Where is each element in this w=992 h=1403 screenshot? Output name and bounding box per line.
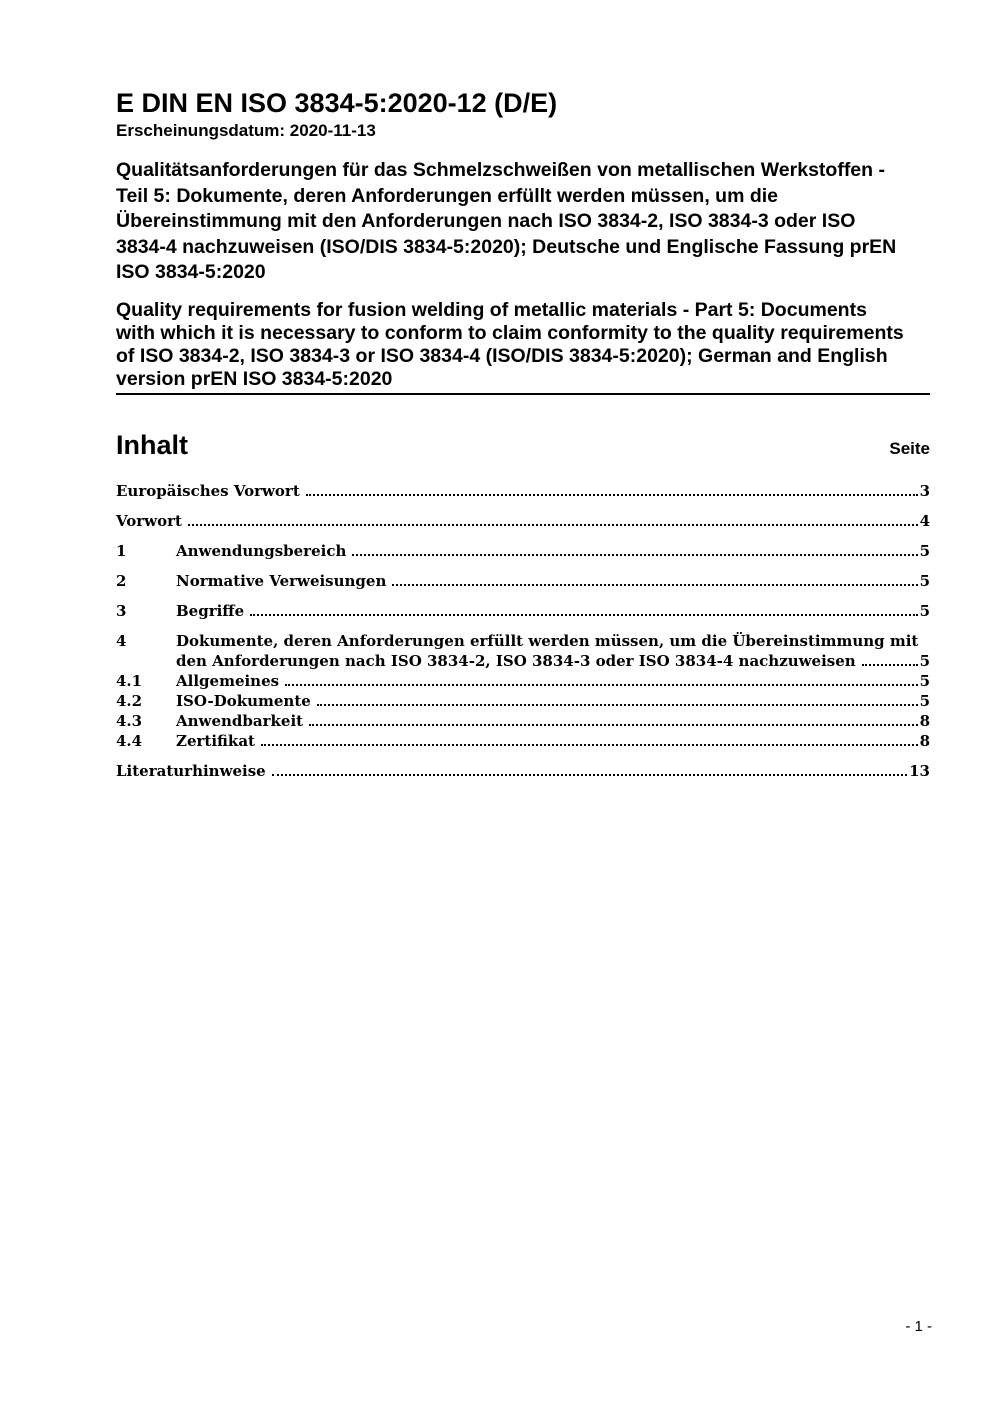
toc-header	[116, 431, 930, 459]
document-title-english	[116, 299, 930, 391]
toc-entry-label: Anwendbarkeit	[176, 711, 304, 730]
toc-dot-leader	[272, 774, 907, 776]
toc-entry-label: den Anforderungen nach ISO 3834-2, ISO 3834-3 oder ISO 3834-4 nachzuweisen	[176, 651, 856, 670]
toc-entry	[116, 571, 930, 591]
toc-entry-label: Begriffe	[176, 601, 245, 620]
toc-entry-label: ISO-Dokumente	[176, 691, 311, 710]
text-line: 3834-4 nachzuweisen (ISO/DIS 3834-5:2020); Deutsche und Englische Fassung prEN	[116, 235, 897, 258]
toc-entry-label: Europäisches Vorwort	[116, 481, 300, 500]
text-line: Übereinstimmung mit den Anforderungen nach ISO 3834-2, ISO 3834-3 oder ISO	[116, 210, 856, 232]
toc-entry	[116, 481, 930, 501]
toc-entry-number: 4	[116, 631, 127, 650]
toc-entry-number: 4.3	[116, 711, 143, 730]
toc-dot-leader	[306, 494, 918, 496]
toc-entry-label: Zertifikat	[176, 731, 255, 750]
toc-entry-page: 5	[919, 671, 930, 690]
toc-dot-leader	[309, 724, 917, 726]
toc-entry-number: 4.1	[116, 671, 143, 690]
toc-entry-page: 4	[919, 511, 930, 530]
toc-entry-page: 5	[919, 571, 930, 590]
text-line: version prEN ISO 3834-5:2020	[116, 367, 393, 390]
toc-dot-leader	[317, 704, 918, 706]
toc-page-column-label: Seite	[889, 438, 930, 458]
toc-entry-page: 13	[909, 761, 930, 780]
toc-entry	[116, 601, 930, 621]
document-title-german	[116, 158, 930, 286]
toc-entry	[116, 671, 930, 691]
toc-entry-page: 5	[919, 691, 930, 710]
toc-dot-leader	[261, 744, 918, 746]
toc-entry-label: Dokumente, deren Anforderungen erfüllt werden müssen, um die Übereinstimmung mit	[176, 631, 919, 650]
text-line: of ISO 3834-2, ISO 3834-3 or ISO 3834-4 (ISO/DIS 3834-5:2020); German and English	[116, 344, 888, 367]
toc-entry-page: 3	[919, 481, 930, 500]
toc-entry-page: 8	[919, 731, 930, 750]
toc-dot-leader	[392, 584, 917, 586]
toc-entry-label: Normative Verweisungen	[176, 571, 387, 590]
toc-entry	[116, 761, 930, 781]
toc-entry-continuation	[116, 651, 930, 671]
toc-entry-label: Allgemeines	[176, 671, 280, 690]
toc-entry	[116, 631, 930, 651]
toc-dot-leader	[250, 614, 917, 616]
page-number: - 1 -	[905, 1318, 932, 1335]
header-divider	[116, 393, 930, 395]
toc-entry-label: Literaturhinweise	[116, 761, 266, 780]
toc-dot-leader	[285, 684, 917, 686]
toc-entry-page: 5	[919, 541, 930, 560]
toc-entry	[116, 511, 930, 531]
page-title: E DIN EN ISO 3834-5:2020-12 (D/E)	[116, 88, 558, 118]
text-line: ISO 3834-5:2020	[116, 261, 266, 283]
toc-entry	[116, 731, 930, 751]
toc-dot-leader	[352, 554, 917, 556]
publication-date: Erscheinungsdatum: 2020-11-13	[116, 121, 376, 140]
toc-entry-number: 1	[116, 541, 127, 560]
toc-entry-page: 5	[919, 651, 930, 670]
text-line: Qualitätsanforderungen für das Schmelzschweißen von metallischen Werkstoffen -	[116, 159, 885, 181]
text-line: Quality requirements for fusion welding of metallic materials - Part 5: Documents	[116, 298, 867, 321]
toc-dot-leader	[188, 524, 918, 526]
toc-list	[116, 481, 930, 781]
toc-heading: Inhalt	[116, 429, 188, 460]
toc-entry-label: Vorwort	[116, 511, 182, 530]
toc-entry-number: 4.2	[116, 691, 143, 710]
toc-entry	[116, 711, 930, 731]
toc-entry	[116, 691, 930, 711]
toc-dot-leader	[862, 664, 918, 666]
toc-entry-page: 5	[919, 601, 930, 620]
toc-entry-page: 8	[919, 711, 930, 730]
text-line: Teil 5: Dokumente, deren Anforderungen erfüllt werden müssen, um die	[116, 184, 779, 207]
toc-entry-number: 2	[116, 571, 127, 590]
toc-entry-number: 4.4	[116, 731, 143, 750]
text-line: with which it is necessary to conform to claim conformity to the quality requirements	[116, 321, 904, 344]
toc-entry-label: Anwendungsbereich	[176, 541, 347, 560]
toc-entry	[116, 541, 930, 561]
table-of-contents	[116, 431, 930, 781]
toc-entry-number: 3	[116, 601, 127, 620]
